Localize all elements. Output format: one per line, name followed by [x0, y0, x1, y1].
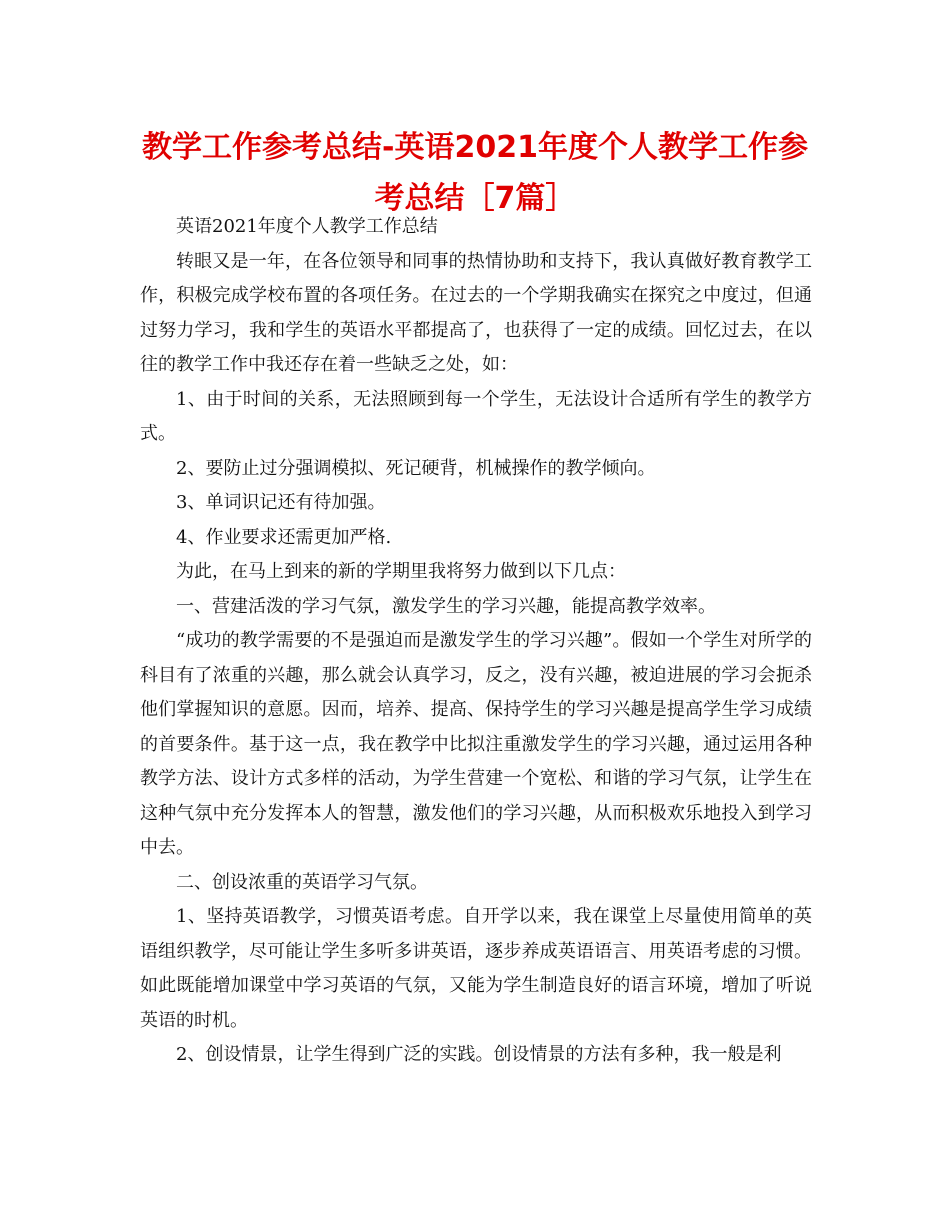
body-paragraph: 转眼又是一年，在各位领导和同事的热情协助和支持下，我认真做好教育教学工作，积极完成学校布置的各项任务。在过去的一个学期我确实在探究之中度过，但通过努力学习，我和学生的英语水平都提高了，也获得了一定的成绩。回忆过去，在以往的教学工作中我还存在着一些缺乏之处，如： [140, 250, 812, 375]
document-body [140, 210, 812, 1073]
document-title: 教学工作参考总结-英语2021年度个人教学工作参考总结［7篇］ [142, 130, 808, 216]
body-paragraph: “成功的教学需要的不是强迫而是激发学生的学习兴趣”。假如一个学生对所学的科目有了浓重的兴趣，那么就会认真学习，反之，没有兴趣，被迫进展的学习会扼杀他们掌握知识的意愿。因而，培养、提高、保持学生的学习兴趣是提高学生学习成绩的首要条件。基于这一点，我在教学中比拟注重激发学生的学习兴趣，通过运用各种教学方法、设计方式多样的活动，为学生营建一个宽松、和谐的学习气氛，让学生在这种气氛中充分发挥本人的智慧，激发他们的学习兴趣，从而积极欢乐地投入到学习中去。 [140, 630, 812, 858]
section-heading: 一、营建活泼的学习气氛，激发学生的学习兴趣，能提高教学效率。 [176, 595, 716, 617]
body-paragraph: 3、单词识记还有待加强。 [176, 492, 386, 513]
subtitle-paragraph: 英语2021年度个人教学工作总结 [176, 216, 438, 237]
section-heading: 二、创设浓重的英语学习气氛。 [176, 871, 428, 893]
body-paragraph: 1、坚持英语教学，习惯英语考虑。自开学以来，我在课堂上尽量使用简单的英语组织教学，尽可能让学生多听多讲英语，逐步养成英语语言、用英语考虑的习惯。如此既能增加课堂中学习英语的气氛，又能为学生制造良好的语言环境，增加了听说英语的时机。 [140, 906, 812, 1031]
body-paragraph: 为此，在马上到来的新的学期里我将努力做到以下几点： [176, 561, 626, 582]
body-paragraph: 2、要防止过分强调模拟、死记硬背，机械操作的教学倾向。 [176, 457, 656, 479]
body-paragraph: 2、创设情景，让学生得到广泛的实践。创设情景的方法有多种，我一般是利 [176, 1044, 782, 1065]
body-paragraph: 1、由于时间的关系，无法照顾到每一个学生，无法设计合适所有学生的教学方式。 [140, 388, 812, 444]
body-paragraph: 4、作业要求还需更加严格. [176, 526, 392, 548]
